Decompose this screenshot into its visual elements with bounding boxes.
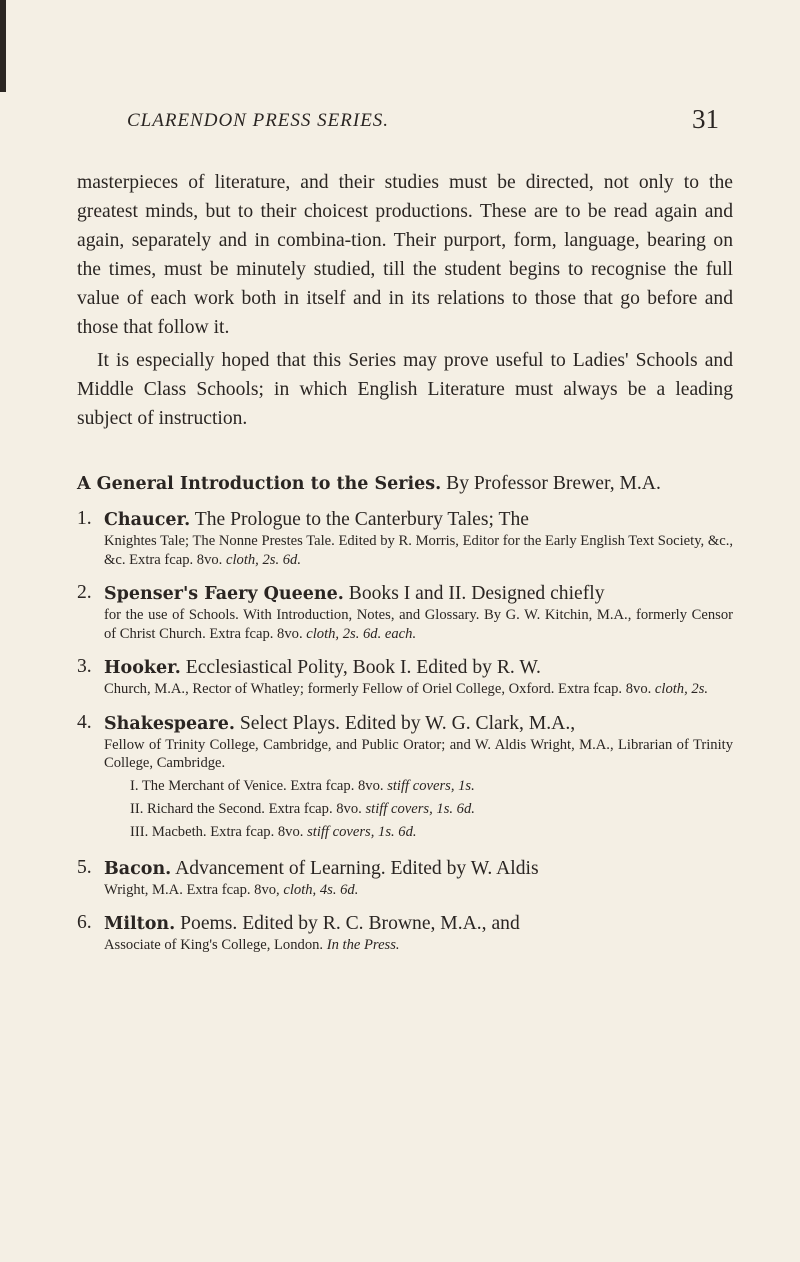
entry-main: Ecclesiastical Polity, Book I. Edited by R. W. (185, 657, 541, 678)
intro-heading: A General Introduction to the Series. (77, 474, 442, 494)
entry-shakespeare (77, 712, 733, 844)
entry-spenser (77, 582, 733, 643)
play-price: stiff covers, 1s. 6d. (307, 823, 417, 840)
paragraph-1: masterpieces of literature, and their studies must be directed, not only to the greatest minds, but to their choicest productions. These are to be read again and again, separately and in combina-tion. Their purport, form, language, bearing on the times, must be minutely studied, till the student begins to recognise the full value of each work both in itself and in its relations to those that go before and those that follow it. (77, 172, 733, 338)
running-header (77, 104, 733, 170)
page-number: 31 (692, 104, 719, 134)
entry-number: 3. (77, 656, 92, 677)
entry-heading: Milton. (104, 914, 176, 934)
entry-price: cloth, 2s. 6d. each. (306, 625, 417, 642)
paragraph-2: It is especially hoped that this Series may prove useful to Ladies' Schools and Middle Class Schools; in which English Literature must always be a leading subject of instruction. (77, 350, 733, 429)
entry-number: 2. (77, 582, 92, 603)
intro-text: By Professor Brewer, M.A. (446, 473, 661, 494)
entry-number: 1. (77, 508, 92, 529)
entry-detail: for the use of Schools. With Introduction, Notes, and Glossary. By G. W. Kitchin, M.A., formerly Censor of Christ Church. Extra fcap. 8vo. (104, 607, 733, 642)
entry-detail: Knightes Tale; The Nonne Prestes Tale. Edited by R. Morris, Editor for the Early English Text Society, &c., &c. Extra fcap. 8vo. (104, 533, 733, 568)
play-title: II. Richard the Second. Extra fcap. 8vo. (130, 800, 362, 817)
entry-main: The Prologue to the Canterbury Tales; The (194, 509, 529, 530)
play-title: III. Macbeth. Extra fcap. 8vo. (130, 823, 304, 840)
play-price: stiff covers, 1s. (387, 777, 475, 794)
entry-price: cloth, 2s. 6d. (225, 551, 301, 568)
entry-detail: Church, M.A., Rector of Whatley; formerly Fellow of Oriel College, Oxford. Extra fcap. 8vo. (104, 681, 652, 697)
entry-detail: Wright, M.A. Extra fcap. 8vo, (104, 881, 280, 898)
play-list (104, 775, 733, 844)
entry-main: Poems. Edited by R. C. Browne, M.A., and (180, 913, 520, 934)
general-introduction (77, 473, 733, 495)
play-item (130, 798, 733, 821)
page (77, 0, 733, 953)
book-spine-edge (0, 0, 6, 92)
entry-price: cloth, 4s. 6d. (283, 881, 359, 898)
entry-number: 4. (77, 711, 92, 733)
entry-chaucer (77, 508, 733, 569)
entry-heading: Shakespeare. (104, 713, 235, 734)
entry-hooker (77, 656, 733, 699)
entry-milton (77, 912, 733, 955)
play-price: stiff covers, 1s. 6d. (365, 800, 475, 817)
entry-heading: Bacon. (104, 858, 172, 879)
entry-detail: Fellow of Trinity College, Cambridge, and Public Orator; and W. Aldis Wright, M.A., Librarian of Trinity College, Cambridge. (104, 736, 733, 771)
entry-main: Advancement of Learning. Edited by W. Aldis (175, 857, 539, 879)
entry-detail: Associate of King's College, London. (104, 937, 324, 953)
play-item (130, 821, 733, 844)
entry-main: Books I and II. Designed chiefly (348, 583, 605, 604)
running-title: CLARENDON PRESS SERIES. (127, 110, 390, 131)
entry-number: 6. (77, 912, 92, 933)
entry-heading: Spenser's Faery Queene. (104, 584, 344, 604)
entry-heading: Chaucer. (104, 510, 191, 530)
play-title: I. The Merchant of Venice. Extra fcap. 8vo. (130, 777, 384, 794)
entry-price: In the Press. (326, 937, 400, 953)
entry-price: cloth, 2s. (654, 681, 709, 697)
play-item (130, 775, 733, 798)
entry-main: Select Plays. Edited by W. G. Clark, M.A., (239, 712, 576, 734)
entry-heading: Hooker. (104, 658, 181, 678)
entry-bacon (77, 857, 733, 900)
entry-number: 5. (77, 856, 92, 878)
body-text (77, 168, 733, 955)
